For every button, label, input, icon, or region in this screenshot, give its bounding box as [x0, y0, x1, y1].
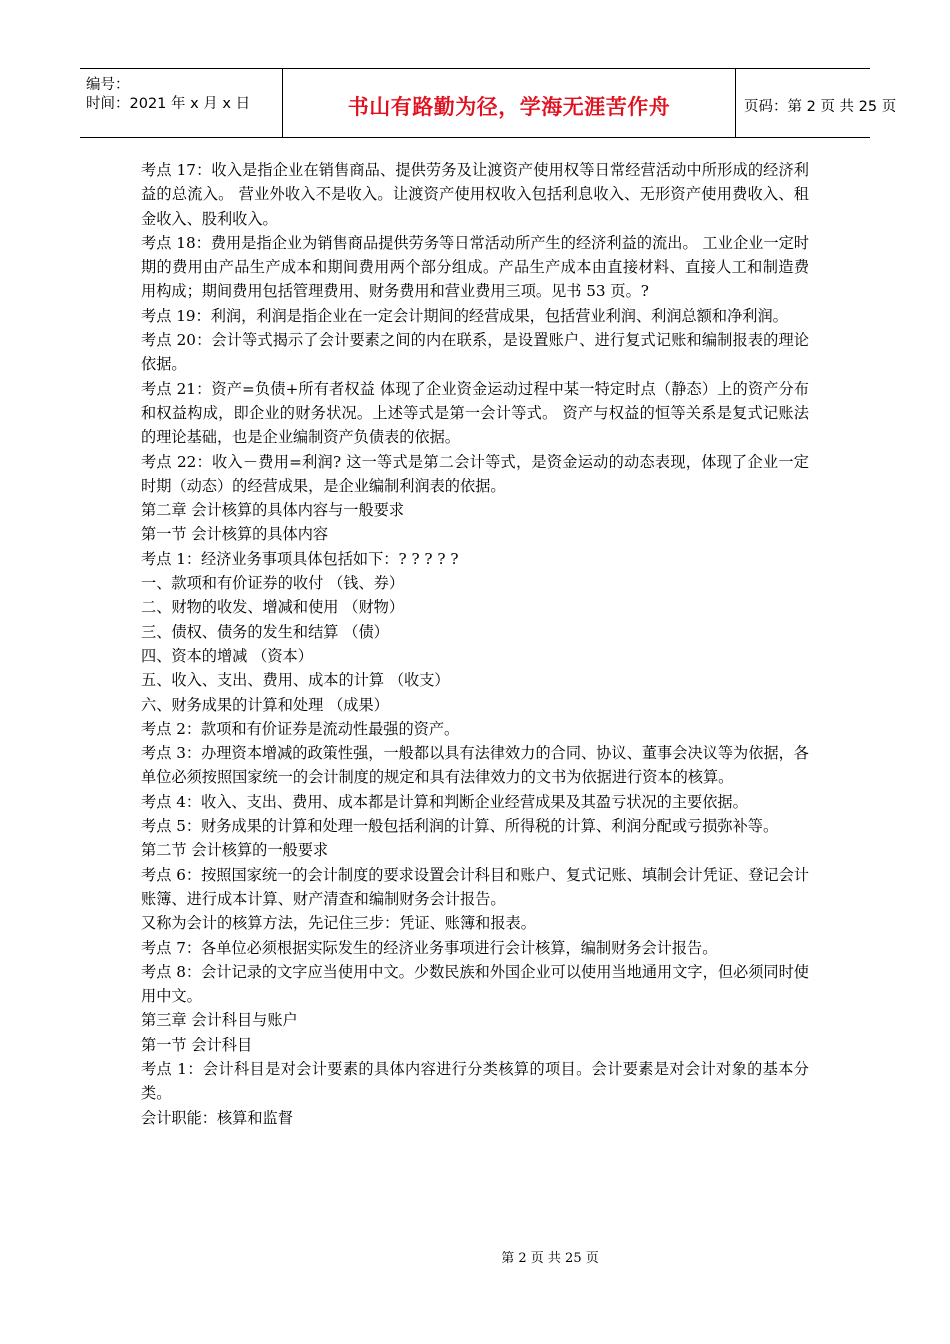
paragraph: 考点 22：收入－费用=利润? 这一等式是第二会计等式，是资金运动的动态表现，体现了企业一定时期（动态）的经营成果，是企业编制利润表的依据。 [141, 452, 809, 495]
motto-text: 书山有路勤为径，学海无涯苦作舟 [347, 95, 671, 119]
list-item: 二、财物的收发、增减和使用 （财物） [141, 598, 405, 617]
page-footer: 第 2 页 共 25 页 [501, 1251, 599, 1266]
header-motto-cell [283, 69, 736, 137]
paragraph: 考点 7：各单位必须根据实际发生的经济业务事项进行会计核算，编制财务会计报告。 [141, 938, 718, 957]
header-page-number: 页码：第 2 页 共 25 页 [744, 99, 897, 115]
serial-label: 编号： [86, 77, 130, 93]
paragraph: 会计职能：核算和监督 [141, 1108, 293, 1127]
paragraph: 考点 21：资产=负债+所有者权益 体现了企业资金运动过程中某一特定时点（静态）上的资产分布和权益构成，即企业的财务状况。上述等式是第一会计等式。 资产与权益的恒等关系是复式记账法的理论基础，也是企业编制资产负债表的依据。 [141, 379, 809, 447]
paragraph: 考点 19：利润，利润是指企业在一定会计期间的经营成果，包括营业利润、利润总额和净利润。 [141, 306, 788, 325]
time-label: 时间：2021 年 x 月 x 日 [86, 96, 251, 112]
document-body [141, 158, 809, 1130]
header-info-cell [80, 69, 283, 137]
paragraph: 考点 1：会计科目是对会计要素的具体内容进行分类核算的项目。会计要素是对会计对象的基本分类。 [141, 1059, 809, 1103]
paragraph: 考点 8：会计记录的文字应当使用中文。少数民族和外国企业可以使用当地通用文字，但必须同时使用中文。 [141, 962, 809, 1006]
paragraph: 考点 5：财务成果的计算和处理一般包括利润的计算、所得税的计算、利润分配或亏损弥补等。 [141, 817, 779, 836]
list-item: 四、资本的增减 （资本） [141, 646, 313, 665]
section-heading: 第一节 会计科目 [141, 1035, 253, 1054]
chapter-heading: 第二章 会计核算的具体内容与一般要求 [141, 501, 405, 520]
paragraph: 考点 4：收入、支出、费用、成本都是计算和判断企业经营成果及其盈亏状况的主要依据。 [141, 792, 748, 811]
section-heading: 第二节 会计核算的一般要求 [141, 841, 329, 860]
list-item: 六、财务成果的计算和处理 （成果） [141, 695, 389, 714]
page-header [80, 68, 897, 138]
paragraph: 又称为会计的核算方法，先记住三步：凭证、账簿和报表。 [141, 914, 536, 933]
chapter-heading: 第三章 会计科目与账户 [141, 1011, 298, 1030]
list-item: 一、款项和有价证券的收付 （钱、券） [141, 574, 405, 593]
paragraph: 考点 2：款项和有价证券是流动性最强的资产。 [141, 719, 460, 738]
section-heading: 第一节 会计核算的具体内容 [141, 525, 329, 544]
paragraph: 考点 1：经济业务事项具体包括如下：? ? ? ? ? [141, 549, 459, 568]
paragraph: 考点 3：办理资本增减的政策性强，一般都以具有法律效力的合同、协议、董事会决议等为依据，各单位必须按照国家统一的会计制度的规定和具有法律效力的文书为依据进行资本的核算。 [141, 744, 809, 787]
paragraph: 考点 20：会计等式揭示了会计要素之间的内在联系，是设置账户、进行复式记账和编制报表的理论依据。 [141, 331, 809, 374]
list-item: 三、债权、债务的发生和结算 （债） [141, 622, 389, 641]
header-page-cell [736, 69, 897, 137]
paragraph: 考点 18：费用是指企业为销售商品提供劳务等日常活动所产生的经济利益的流出。 工业企业一定时期的费用由产品生产成本和期间费用两个部分组成。产品生产成本由直接材料、直接人工和制造费用构成；期间费用包括管理费用、财务费用和营业费用三项。见书 53 页。? [141, 233, 809, 301]
list-item: 五、收入、支出、费用、成本的计算 （收支） [141, 671, 450, 690]
paragraph: 考点 6：按照国家统一的会计制度的要求设置会计科目和账户、复式记账、填制会计凭证、登记会计账簿、进行成本计算、财产清查和编制财务会计报告。 [141, 865, 809, 908]
paragraph: 考点 17：收入是指企业在销售商品、提供劳务及让渡资产使用权等日常经营活动中所形成的经济利益的总流入。 营业外收入不是收入。让渡资产使用权收入包括利息收入、无形资产使用费收入、租金收入、股利收入。 [141, 161, 809, 228]
